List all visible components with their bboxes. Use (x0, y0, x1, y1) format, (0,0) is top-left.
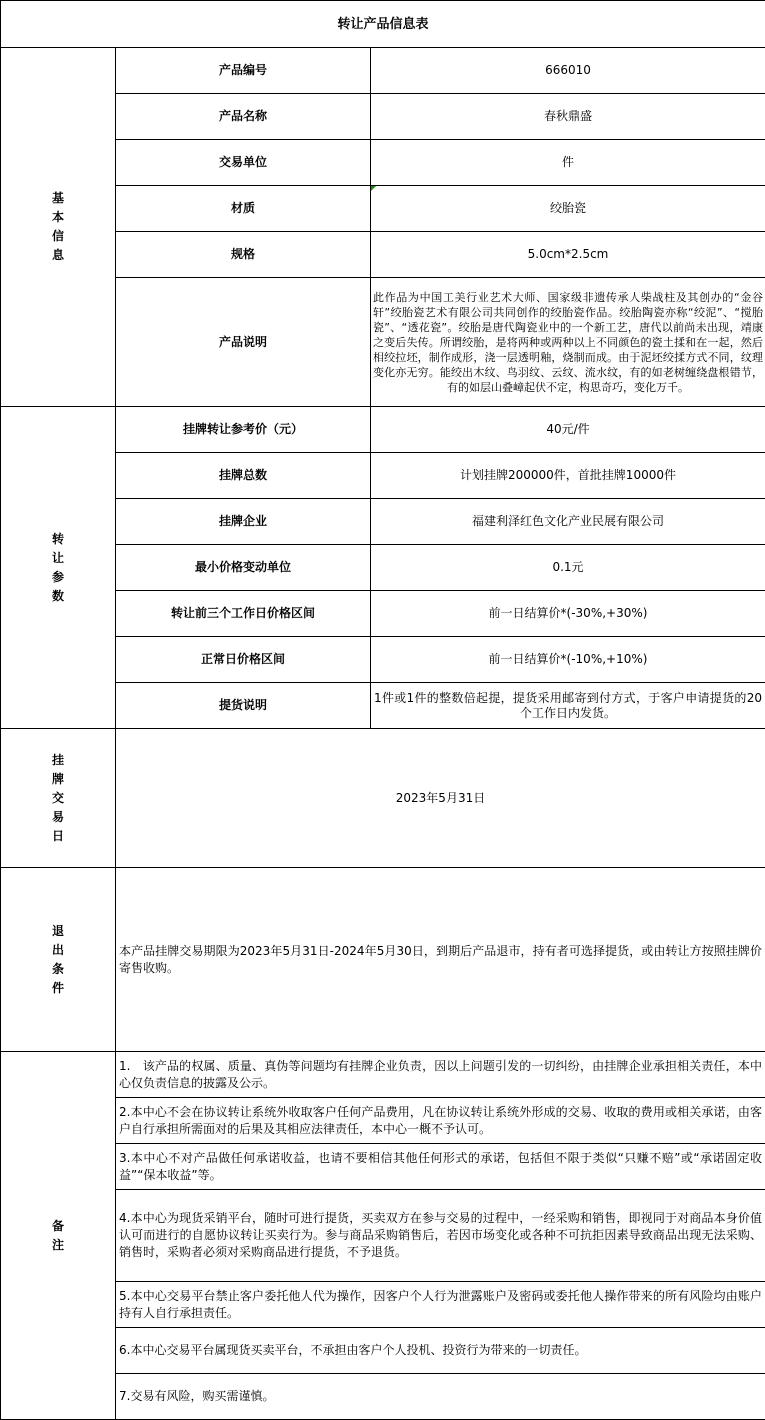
section-transfer-params-label: 转让参数 (51, 530, 65, 606)
value-delivery-note: 1件或1件的整数倍起提，提货采用邮寄到付方式，于客户申请提货的20个工作日内发货。 (371, 683, 765, 729)
value-description: 此作品为中国工美行业艺术大师、国家级非遗传承人柴战柱及其创办的“金谷轩”绞胎瓷艺术有限公司共同创作的绞胎瓷作品。绞胎陶瓷亦称“绞泥”、“搅胎瓷”、“透花瓷”。绞胎是唐代陶瓷业中的一个新工艺，唐代以前尚未出现，靖康之变后失传。所谓绞胎，是将两种或两种以上不同颜色的瓷土揉和在一起，然后相绞拉坯，制作成形，浇一层透明釉，烧制而成。由于泥坯绞揉方式不同，纹理变化亦无穷。能绞出木纹、鸟羽纹、云纹、流水纹，有的如老树缠绕盘根错节，有的如层山叠嶂起伏不定，构思奇巧，变化万千。 (371, 278, 765, 407)
label-product-code: 产品编号 (116, 48, 371, 94)
label-product-name: 产品名称 (116, 94, 371, 140)
section-basic-info (1, 48, 116, 407)
section-exit-conditions-label: 退出条件 (51, 922, 65, 998)
remark-item-7: 7.交易有风险，购买需谨慎。 (116, 1374, 765, 1420)
label-trade-unit: 交易单位 (116, 140, 371, 186)
label-material: 材质 (116, 186, 371, 232)
label-first-days-range: 转让前三个工作日价格区间 (116, 591, 371, 637)
remark-item-6: 6.本中心交易平台属现货买卖平台，不承担由客户个人投机、投资行为带来的一切责任。 (116, 1328, 765, 1374)
section-exit-conditions (1, 868, 116, 1052)
remark-item-4: 4.本中心为现货采销平台，随时可进行提货，买卖双方在参与交易的过程中，一经采购和销售，即视同于对商品本身价值认可而进行的自愿协议转让买卖行为。参与商品采购销售后，若因市场变化或各种不可抗拒因素导致商品出现无法采购、销售时，采购者必须对采购商品进行提货，不予退货。 (116, 1190, 765, 1282)
section-listing-date (1, 729, 116, 868)
label-spec: 规格 (116, 232, 371, 278)
label-min-tick: 最小价格变动单位 (116, 545, 371, 591)
label-delivery-note: 提货说明 (116, 683, 371, 729)
section-transfer-params (1, 407, 116, 729)
remark-item-1: 1. 该产品的权属、质量、真伪等问题均有挂牌企业负责，因以上问题引发的一切纠纷，由挂牌企业承担相关责任，本中心仅负责信息的披露及公示。 (116, 1052, 765, 1098)
value-total-listing: 计划挂牌200000件，首批挂牌10000件 (371, 453, 765, 499)
remark-item-3: 3.本中心不对产品做任何承诺收益，也请不要相信其他任何形式的承诺，包括但不限于类似“只赚不赔”或“承诺固定收益”“保本收益”等。 (116, 1144, 765, 1190)
label-normal-day-range: 正常日价格区间 (116, 637, 371, 683)
value-min-tick: 0.1元 (371, 545, 765, 591)
label-total-listing: 挂牌总数 (116, 453, 371, 499)
value-exit-conditions: 本产品挂牌交易期限为2023年5月31日-2024年5月30日，到期后产品退市，持有者可选择提货，或由转让方按照挂牌价寄售收购。 (116, 868, 765, 1052)
remark-item-2: 2.本中心不会在协议转让系统外收取客户任何产品费用，凡在协议转让系统外形成的交易、收取的费用或相关承诺，由客户自行承担所需面对的后果及其相应法律责任，本中心一概不予认可。 (116, 1098, 765, 1144)
value-material: 绞胎瓷 (371, 186, 765, 232)
value-listing-date: 2023年5月31日 (116, 729, 765, 868)
value-trade-unit: 件 (371, 140, 765, 186)
section-remarks (1, 1052, 116, 1420)
label-description: 产品说明 (116, 278, 371, 407)
table-title: 转让产品信息表 (1, 1, 765, 48)
value-listing-company: 福建利泽红色文化产业民展有限公司 (371, 499, 765, 545)
section-listing-date-label: 挂牌交易日 (51, 751, 65, 846)
remark-item-5: 5.本中心交易平台禁止客户委托他人代为操作，因客户个人行为泄露账户及密码或委托他人操作带来的所有风险均由账户持有人自行承担责任。 (116, 1282, 765, 1328)
section-basic-info-label: 基本信息 (51, 189, 65, 265)
value-reference-price: 40元/件 (371, 407, 765, 453)
value-product-code: 666010 (371, 48, 765, 94)
value-normal-day-range: 前一日结算价*(-10%,+10%) (371, 637, 765, 683)
label-reference-price: 挂牌转让参考价（元） (116, 407, 371, 453)
section-remarks-label: 备注 (51, 1217, 65, 1255)
label-listing-company: 挂牌企业 (116, 499, 371, 545)
value-product-name: 春秋鼎盛 (371, 94, 765, 140)
value-first-days-range: 前一日结算价*(-30%,+30%) (371, 591, 765, 637)
value-spec: 5.0cm*2.5cm (371, 232, 765, 278)
